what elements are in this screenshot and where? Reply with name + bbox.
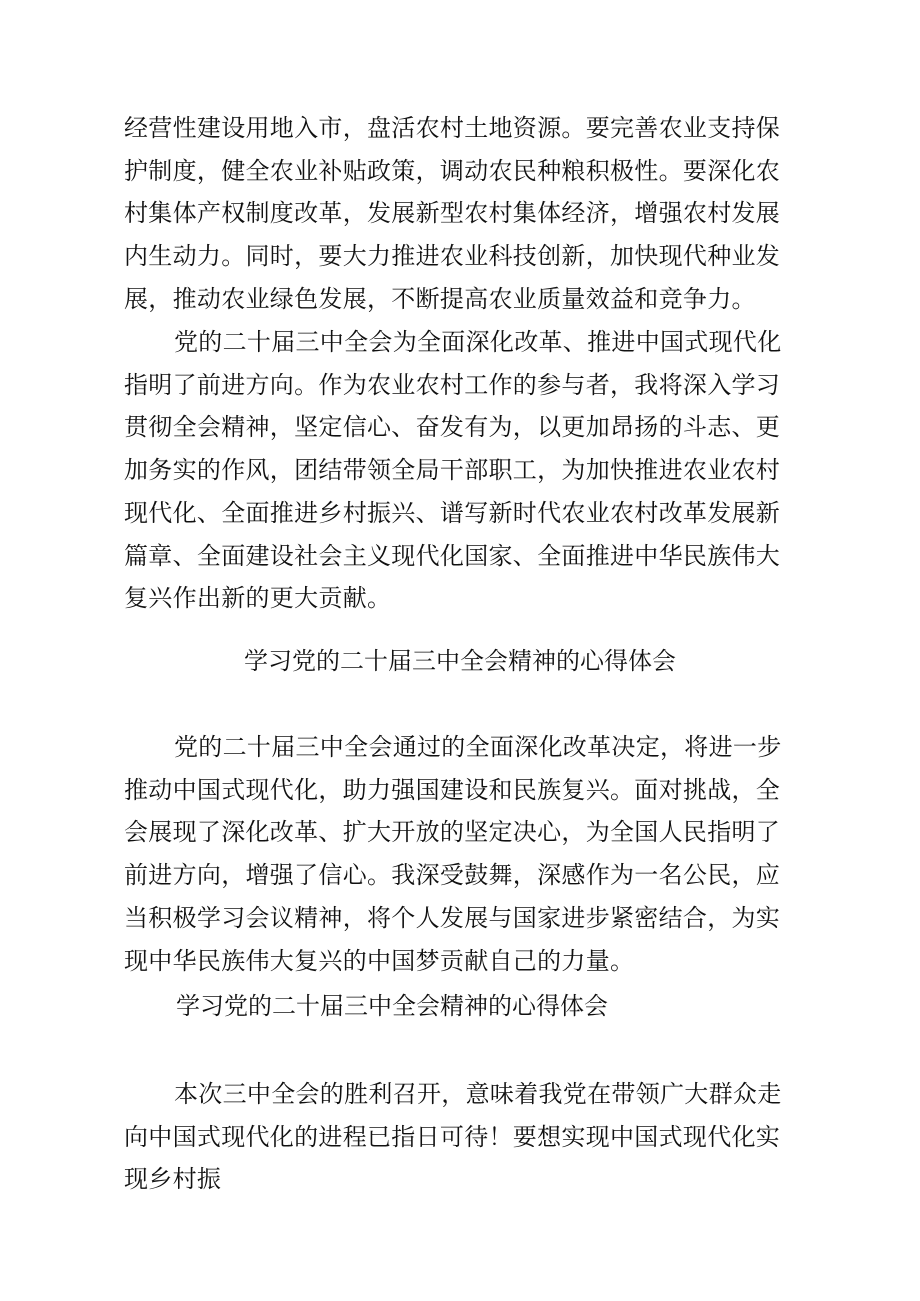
paragraph-rural-land-reform: 经营性建设用地入市，盘活农村土地资源。要完善农业支持保护制度，健全农业补贴政策，调动农民种粮积极性。要深化农村集体产权制度改革，发展新型农村集体经济，增强农村发展内生动力。同时，要大力推进农业科技创新，加快现代种业发展，推动农业绿色发展，不断提高农业质量效益和竞争力。 xyxy=(124,114,781,313)
paragraph-plenum-direction: 党的二十届三中全会为全面深化改革、推进中国式现代化指明了前进方向。作为农业农村工作的参与者，我将深入学习贯彻全会精神，坚定信心、奋发有为，以更加昂扬的斗志、更加务实的作风，团结带领全局干部职工，为加快推进农业农村现代化、全面推进乡村振兴、谱写新时代农业农村改革发展新篇章、全面建设社会主义现代化国家、全面推进中华民族伟大复兴作出新的更大贡献。 xyxy=(124,328,782,613)
paragraph-reform-decision: 党的二十届三中全会通过的全面深化改革决定，将进一步推动中国式现代化，助力强国建设和民族复兴。面对挑战，全会展现了深化改革、扩大开放的坚定决心，为全国人民指明了前进方向，增强了信心。我深受鼓舞，深感作为一名公民，应当积极学习会议精神，将个人发展与国家进步紧密结合，为实现中华民族伟大复兴的中国梦贡献自己的力量。 xyxy=(124,733,782,975)
paragraph-plenum-success: 本次三中全会的胜利召开，意味着我党在带领广大群众走向中国式现代化的进程已指日可待！要想实现中国式现代化实现乡村振 xyxy=(124,1080,782,1194)
section-heading-repeat: 学习党的二十届三中全会精神的心得体会 xyxy=(176,992,608,1020)
section-heading: 学习党的二十届三中全会精神的心得体会 xyxy=(244,647,676,675)
